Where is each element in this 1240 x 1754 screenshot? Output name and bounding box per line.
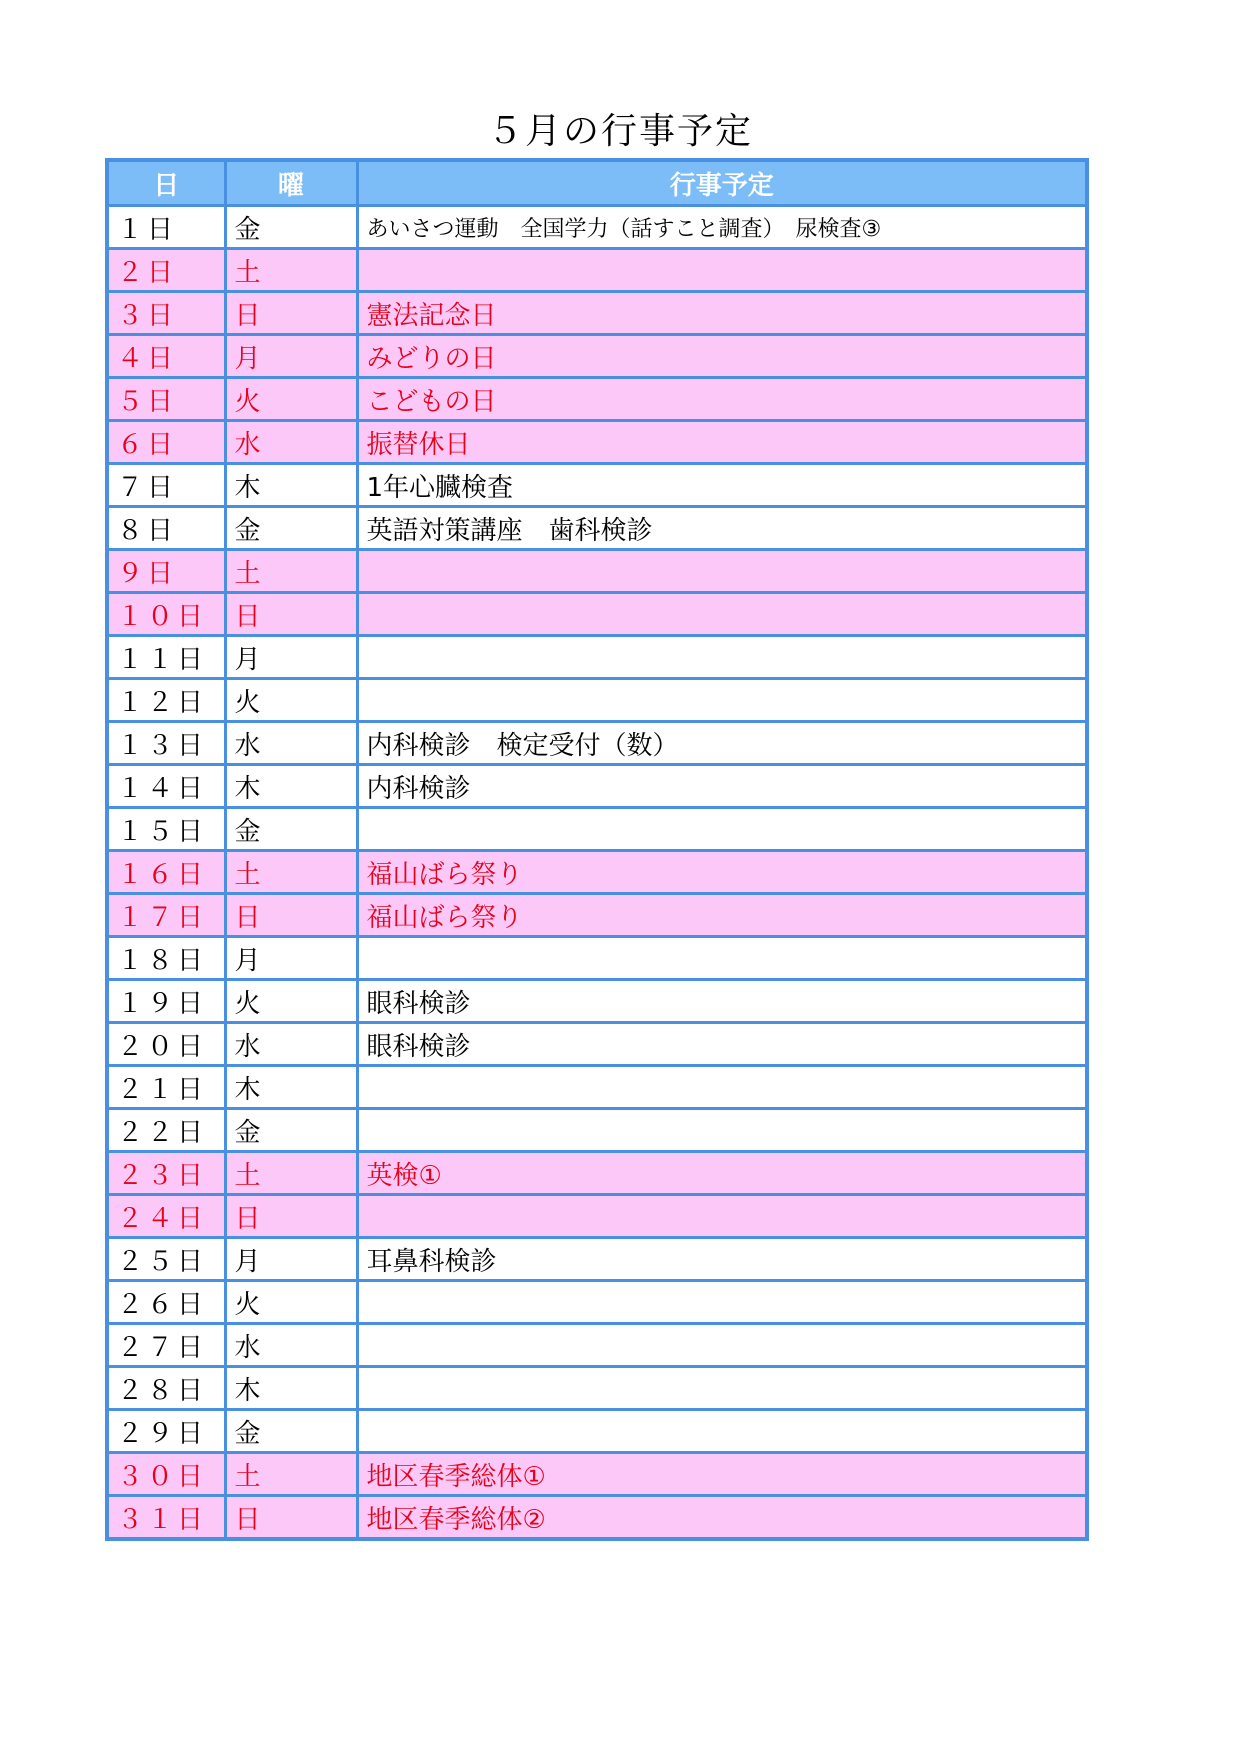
weekday-cell: 日 — [225, 1496, 357, 1540]
day-cell: ２９日 — [107, 1410, 225, 1453]
event-cell: 内科検診 検定受付（数） — [357, 722, 1087, 765]
event-cell: みどりの日 — [357, 335, 1087, 378]
day-cell: ２７日 — [107, 1324, 225, 1367]
table-row — [107, 894, 1087, 937]
event-cell — [357, 679, 1087, 722]
event-cell — [357, 249, 1087, 292]
table-row — [107, 765, 1087, 808]
weekday-cell: 金 — [225, 1410, 357, 1453]
table-row — [107, 421, 1087, 464]
event-cell: こどもの日 — [357, 378, 1087, 421]
event-cell: あいさつ運動 全国学力（話すこと調査） 尿検査③ — [357, 206, 1087, 249]
column-header-weekday: 曜 — [225, 160, 357, 206]
event-cell: 眼科検診 — [357, 1023, 1087, 1066]
event-cell: 耳鼻科検診 — [357, 1238, 1087, 1281]
weekday-cell: 月 — [225, 335, 357, 378]
weekday-cell: 土 — [225, 1453, 357, 1496]
day-cell: ８日 — [107, 507, 225, 550]
day-cell: １５日 — [107, 808, 225, 851]
table-row — [107, 937, 1087, 980]
table-row — [107, 1367, 1087, 1410]
event-cell: 福山ばら祭り — [357, 894, 1087, 937]
table-row — [107, 1195, 1087, 1238]
weekday-cell: 金 — [225, 808, 357, 851]
table-row — [107, 507, 1087, 550]
weekday-cell: 金 — [225, 1109, 357, 1152]
day-cell: ２１日 — [107, 1066, 225, 1109]
day-cell: ２２日 — [107, 1109, 225, 1152]
table-row — [107, 1453, 1087, 1496]
day-cell: １９日 — [107, 980, 225, 1023]
table-row — [107, 1152, 1087, 1195]
weekday-cell: 日 — [225, 1195, 357, 1238]
event-cell: 内科検診 — [357, 765, 1087, 808]
table-row — [107, 722, 1087, 765]
table-row — [107, 378, 1087, 421]
day-cell: １８日 — [107, 937, 225, 980]
event-cell — [357, 1367, 1087, 1410]
day-cell: １２日 — [107, 679, 225, 722]
day-cell: １０日 — [107, 593, 225, 636]
table-row — [107, 679, 1087, 722]
event-cell: 1年心臓検査 — [357, 464, 1087, 507]
table-row — [107, 464, 1087, 507]
day-cell: １４日 — [107, 765, 225, 808]
event-cell: 振替休日 — [357, 421, 1087, 464]
weekday-cell: 月 — [225, 636, 357, 679]
day-cell: １日 — [107, 206, 225, 249]
event-cell — [357, 593, 1087, 636]
day-cell: ４日 — [107, 335, 225, 378]
weekday-cell: 火 — [225, 378, 357, 421]
weekday-cell: 金 — [225, 507, 357, 550]
weekday-cell: 火 — [225, 1281, 357, 1324]
schedule-body — [107, 206, 1087, 1540]
table-row — [107, 1410, 1087, 1453]
table-row — [107, 1023, 1087, 1066]
day-cell: ２３日 — [107, 1152, 225, 1195]
weekday-cell: 木 — [225, 1066, 357, 1109]
event-cell: 英検① — [357, 1152, 1087, 1195]
weekday-cell: 木 — [225, 464, 357, 507]
table-row — [107, 1496, 1087, 1540]
table-row — [107, 550, 1087, 593]
weekday-cell: 日 — [225, 292, 357, 335]
table-row — [107, 1109, 1087, 1152]
table-row — [107, 1238, 1087, 1281]
page-title: ５月の行事予定 — [486, 111, 753, 152]
event-cell: 地区春季総体② — [357, 1496, 1087, 1540]
weekday-cell: 木 — [225, 1367, 357, 1410]
event-cell — [357, 937, 1087, 980]
table-row — [107, 636, 1087, 679]
weekday-cell: 日 — [225, 593, 357, 636]
day-cell: １６日 — [107, 851, 225, 894]
event-cell — [357, 1109, 1087, 1152]
table-row — [107, 335, 1087, 378]
weekday-cell: 火 — [225, 980, 357, 1023]
day-cell: ３０日 — [107, 1453, 225, 1496]
day-cell: ２日 — [107, 249, 225, 292]
day-cell: ７日 — [107, 464, 225, 507]
weekday-cell: 金 — [225, 206, 357, 249]
table-row — [107, 980, 1087, 1023]
weekday-cell: 水 — [225, 421, 357, 464]
weekday-cell: 火 — [225, 679, 357, 722]
weekday-cell: 土 — [225, 851, 357, 894]
day-cell: ２４日 — [107, 1195, 225, 1238]
event-cell: 地区春季総体① — [357, 1453, 1087, 1496]
event-cell: 福山ばら祭り — [357, 851, 1087, 894]
event-cell: 憲法記念日 — [357, 292, 1087, 335]
event-cell — [357, 808, 1087, 851]
day-cell: ２６日 — [107, 1281, 225, 1324]
weekday-cell: 月 — [225, 1238, 357, 1281]
weekday-cell: 月 — [225, 937, 357, 980]
table-row — [107, 1324, 1087, 1367]
weekday-cell: 水 — [225, 722, 357, 765]
table-row — [107, 249, 1087, 292]
event-cell — [357, 1195, 1087, 1238]
event-cell — [357, 636, 1087, 679]
weekday-cell: 水 — [225, 1324, 357, 1367]
event-cell: 眼科検診 — [357, 980, 1087, 1023]
event-cell — [357, 1281, 1087, 1324]
day-cell: ５日 — [107, 378, 225, 421]
table-row — [107, 851, 1087, 894]
weekday-cell: 土 — [225, 1152, 357, 1195]
event-cell — [357, 1066, 1087, 1109]
weekday-cell: 水 — [225, 1023, 357, 1066]
day-cell: １１日 — [107, 636, 225, 679]
table-header-row — [107, 160, 1087, 206]
day-cell: ３１日 — [107, 1496, 225, 1540]
weekday-cell: 日 — [225, 894, 357, 937]
day-cell: １７日 — [107, 894, 225, 937]
day-cell: ２０日 — [107, 1023, 225, 1066]
weekday-cell: 木 — [225, 765, 357, 808]
event-cell — [357, 1410, 1087, 1453]
event-cell — [357, 1324, 1087, 1367]
table-row — [107, 593, 1087, 636]
day-cell: １３日 — [107, 722, 225, 765]
schedule-table — [105, 158, 1089, 1541]
weekday-cell: 土 — [225, 550, 357, 593]
table-row — [107, 1281, 1087, 1324]
event-cell: 英語対策講座 歯科検診 — [357, 507, 1087, 550]
table-row — [107, 808, 1087, 851]
event-cell — [357, 550, 1087, 593]
weekday-cell: 土 — [225, 249, 357, 292]
day-cell: ９日 — [107, 550, 225, 593]
column-header-event: 行事予定 — [357, 160, 1087, 206]
day-cell: ２８日 — [107, 1367, 225, 1410]
day-cell: ２５日 — [107, 1238, 225, 1281]
table-row — [107, 206, 1087, 249]
table-row — [107, 1066, 1087, 1109]
day-cell: ６日 — [107, 421, 225, 464]
table-row — [107, 292, 1087, 335]
day-cell: ３日 — [107, 292, 225, 335]
column-header-day: 日 — [107, 160, 225, 206]
